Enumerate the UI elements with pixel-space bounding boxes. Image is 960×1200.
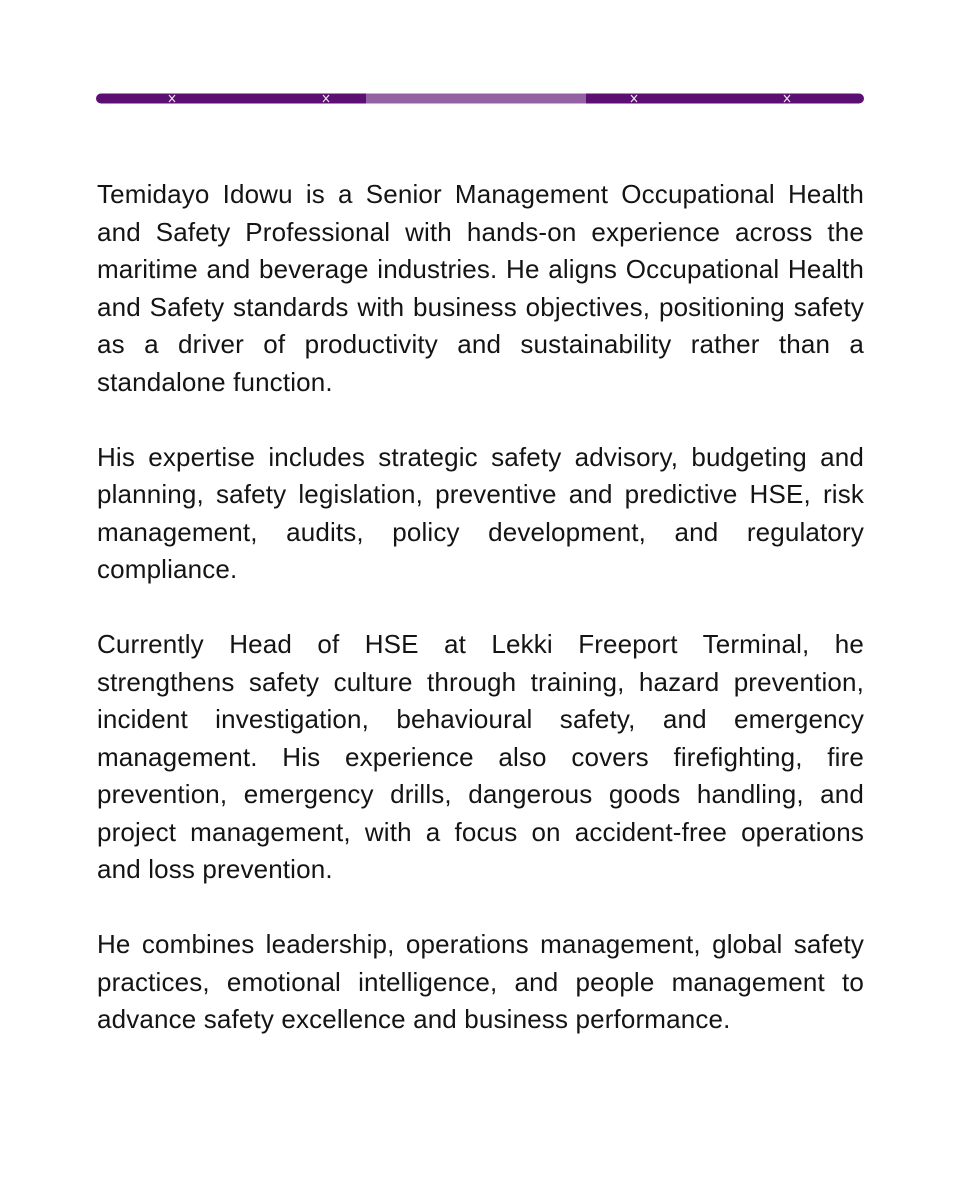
bio-paragraph-intro: Temidayo Idowu is a Senior Management Occupational Health and Safety Professional with hands-on experience across the maritime and beverage industries. He aligns Occupational Health and Safety standards with business objectives, positioning safety as a driver of productivity and sustainability rather than a standalone function. [97,179,864,397]
divider-faded-section [366,94,586,104]
divider-graphic [96,93,864,104]
bio-paragraph-expertise: His expertise includes strategic safety advisory, budgeting and planning, safety legislation, preventive and predictive HSE, risk management, audits, policy development, and regulatory compliance. [97,441,864,584]
bio-paragraph-current-role: Currently Head of HSE at Lekki Freeport Terminal, he strengthens safety culture through training, hazard prevention, incident investigation, behavioural safety, and emergency management. His experience also covers firefighting, fire prevention, emergency drills, dangerous goods handling, and project management, with a focus on accident-free operations and loss prevention. [97,629,864,884]
top-divider-rule [96,93,864,104]
bio-text [97,176,864,1039]
bio-paragraph-leadership: He combines leadership, operations management, global safety practices, emotional intelligence, and people management to advance safety excellence and business performance. [97,929,864,1034]
